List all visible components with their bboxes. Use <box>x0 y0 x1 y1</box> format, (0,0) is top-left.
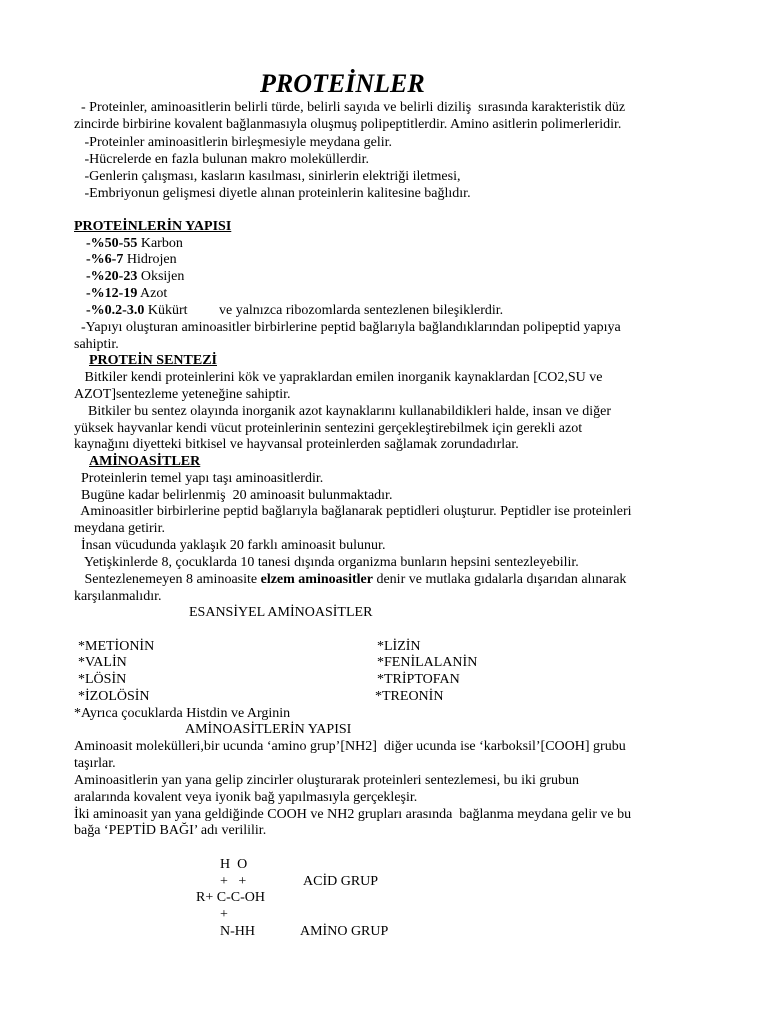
aa-structure-p1b: taşırlar. <box>74 756 116 771</box>
aminoacids-l6b: karşılanmalıdır. <box>74 589 162 604</box>
essential-right-4: *TREONİN <box>375 689 444 704</box>
aa-structure-p2a: Aminoasitlerin yan yana gelip zincirler oluşturarak proteinleri sentezlemesi, bu iki grubun <box>74 773 580 788</box>
amino-group-label: AMİNO GRUP <box>300 924 389 939</box>
structure-note-2: sahiptir. <box>74 337 119 352</box>
aminoacids-heading: AMİNOASİTLER <box>89 454 201 469</box>
elzem-term: elzem aminoasitler <box>260 572 373 587</box>
element-carbon: -%50-55 Karbon <box>86 236 183 251</box>
formula-row-1: H O <box>220 857 248 872</box>
essential-right-1: *LİZİN <box>377 639 421 654</box>
essential-left-2: *VALİN <box>78 655 127 670</box>
intro-item-4: -Embriyonun gelişmesi diyetle alınan proteinlerin kalitesine bağlıdır. <box>74 186 471 201</box>
synthesis-p2a: Bitkiler bu sentez olayında inorganik azot kaynaklarını kullanabildikleri halde, insan ve diğer <box>74 404 612 419</box>
element-oxygen: -%20-23 Oksijen <box>86 269 185 284</box>
aa-structure-p3a: İki aminoasit yan yana geldiğinde COOH ve NH2 grupları arasında bağlanma meydana gelir ve bu <box>74 807 632 822</box>
structure-note-1: -Yapıyı oluşturan aminoasitler birbirlerine peptid bağlarıyla bağlandıklarından polipeptid yapıya <box>74 320 621 335</box>
essential-right-3: *TRİPTOFAN <box>377 672 460 687</box>
page-title: PROTEİNLER <box>260 69 425 98</box>
essential-note: *Ayrıca çocuklarda Histdin ve Arginin <box>74 706 291 721</box>
aminoacids-l3a: Aminoasitler birbirlerine peptid bağlarıyla bağlanarak peptidleri oluşturur. Peptidler ise proteinleri <box>74 504 632 519</box>
aminoacids-l6: Sentezlenemeyen 8 aminoasite elzem aminoasitler denir ve mutlaka gıdalarla dışarıdan alınarak <box>74 572 627 587</box>
aminoacids-l1: Proteinlerin temel yapı taşı aminoasitlerdir. <box>74 471 324 486</box>
formula-row-4: + <box>220 907 228 922</box>
element-hydrogen: -%6-7 Hidrojen <box>86 252 177 267</box>
essential-left-1: *METİONİN <box>78 639 155 654</box>
formula-row-5: N-HH <box>220 924 255 939</box>
synthesis-p2c: kaynağını diyetteki bitkisel ve hayvansal proteinlerden sağlamak zorundadırlar. <box>74 437 519 452</box>
formula-row-2: + + <box>220 874 247 889</box>
intro-item-1: -Proteinler aminoasitlerin birleşmesiyle meydana gelir. <box>74 135 393 150</box>
intro-item-2: -Hücrelerde en fazla bulunan makro moleküllerdir. <box>74 152 370 167</box>
structure-heading: PROTEİNLERİN YAPISI <box>74 219 232 234</box>
aa-structure-p2b: aralarında kovalent veya iyonik bağ yapılmasıyla gerçekleşir. <box>74 790 418 805</box>
synthesis-p1a: Bitkiler kendi proteinlerini kök ve yapraklardan emilen inorganik kaynaklardan [CO2,SU ve <box>74 370 603 385</box>
aminoacids-l3b: meydana getirir. <box>74 521 165 536</box>
essential-left-4: *İZOLÖSİN <box>78 689 150 704</box>
synthesis-p1b: AZOT]sentezleme yeteneğine sahiptir. <box>74 387 291 402</box>
aminoacids-l5: Yetişkinlerde 8, çocuklarda 10 tanesi dışında organizma bunların hepsini sentezleyebilir. <box>74 555 579 570</box>
synthesis-heading: PROTEİN SENTEZİ <box>89 353 217 368</box>
acid-group-label: ACİD GRUP <box>303 874 379 889</box>
synthesis-p2b: yüksek hayvanlar kendi vücut proteinlerinin sentezini gerçekleştirebilmek için gerekli azot <box>74 421 583 436</box>
element-nitrogen: -%12-19 Azot <box>86 286 168 301</box>
intro-item-3: -Genlerin çalışması, kasların kasılması, sinirlerin elektriği iletmesi, <box>74 169 461 184</box>
aminoacids-l2: Bugüne kadar belirlenmiş 20 aminoasit bulunmaktadır. <box>74 488 393 503</box>
aminoacids-l4: İnsan vücudunda yaklaşık 20 farklı aminoasit bulunur. <box>74 538 386 553</box>
essential-right-2: *FENİLALANİN <box>377 655 478 670</box>
intro-line-2: zincirde birbirine kovalent bağlanmasıyla oluşmuş polipeptitlerdir. Amino asitlerin polimerleridir. <box>74 117 622 132</box>
intro-line-1: - Proteinler, aminoasitlerin belirli türde, belirli sayıda ve belirli diziliş sırasında karakteristik düz <box>74 100 626 115</box>
aa-structure-p1a: Aminoasit molekülleri,bir ucunda ‘amino grup’[NH2] diğer ucunda ise ‘karboksil’[COOH] grubu <box>74 739 626 754</box>
element-sulfur: -%0.2-3.0 Kükürt ve yalnızca ribozomlarda sentezlenen bileşiklerdir. <box>86 303 504 318</box>
aa-structure-heading: AMİNOASİTLERİN YAPISI <box>185 722 352 737</box>
essential-heading: ESANSİYEL AMİNOASİTLER <box>189 605 373 620</box>
formula-row-3: R+ C-C-OH <box>196 890 265 905</box>
aa-structure-p3b: bağa ‘PEPTİD BAĞI’ adı verililir. <box>74 823 267 838</box>
essential-left-3: *LÖSİN <box>78 672 127 687</box>
